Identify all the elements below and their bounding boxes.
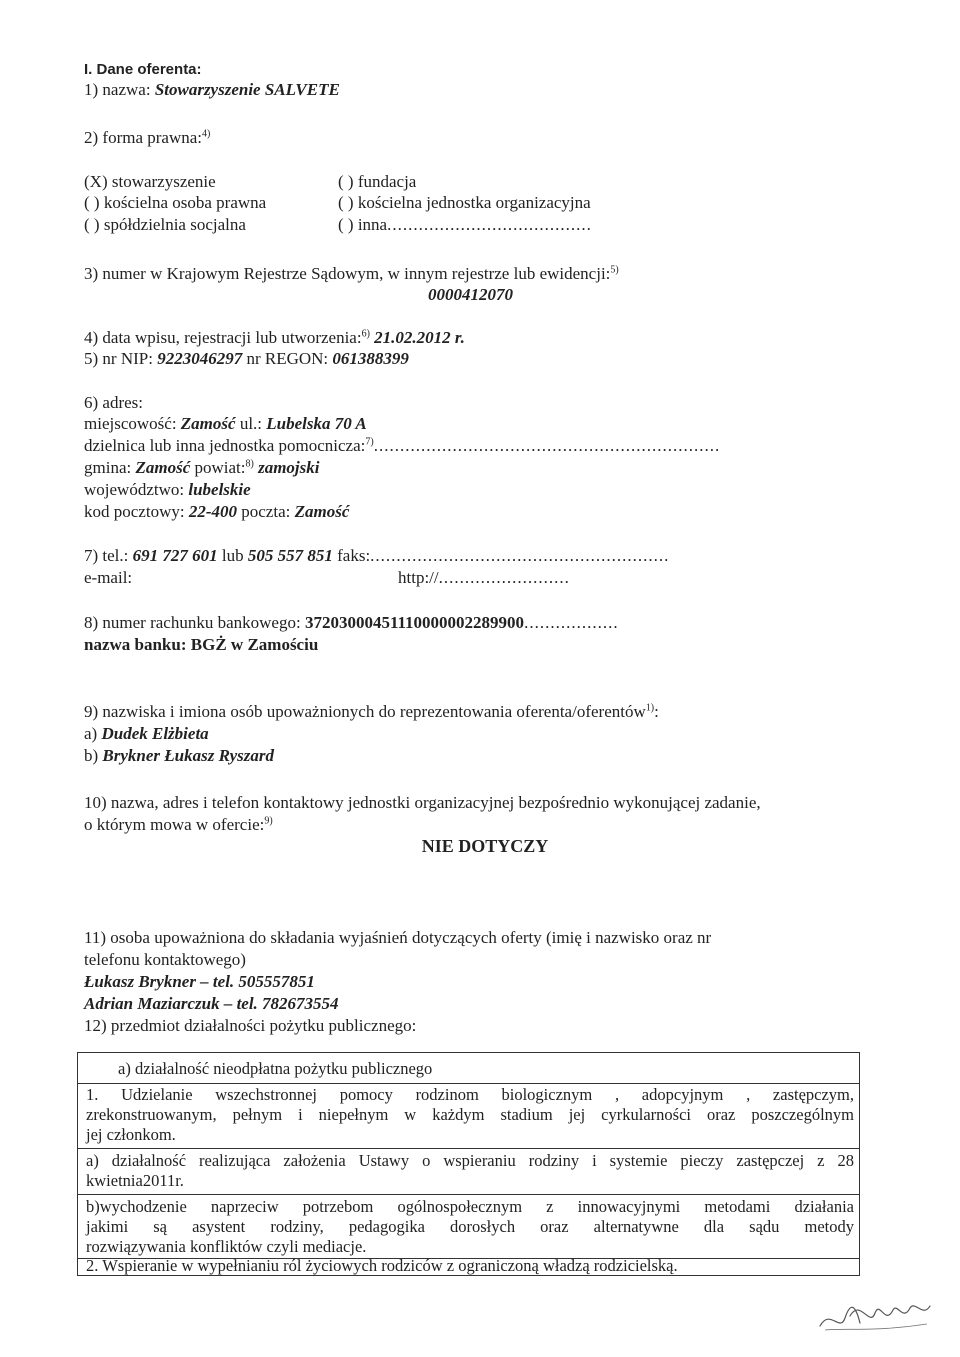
activity-line: rozwiązywania konfliktów czyli mediacje. <box>86 1237 367 1256</box>
legal-form-option: ( ) kościelna jednostka organizacyjna <box>338 193 591 212</box>
item1-label: 1) nazwa: <box>84 80 151 99</box>
legal-form-option: ( ) kościelna osoba prawna <box>84 193 267 212</box>
regon-value: 061388399 <box>332 349 409 368</box>
activity-line: kwietnia2011r. <box>86 1171 184 1190</box>
county-value: zamojski <box>258 458 320 477</box>
box-divider <box>78 1194 859 1195</box>
item3-label: 3) numer w Krajowym Rejestrze Sądowym, w innym rejestrze lub ewidencji: <box>84 264 611 283</box>
bank-name: BGŻ w Zamościu <box>190 635 319 654</box>
item4-label: 4) data wpisu, rejestracji lub utworzenia: <box>84 328 362 347</box>
nip-label: 5) nr NIP: <box>84 349 153 368</box>
account-number: 37203000451110000002289900 <box>304 613 525 632</box>
representative-b: b) Brykner Łukasz Ryszard <box>84 746 275 765</box>
org-name: Stowarzyszenie SALVETE <box>154 80 340 99</box>
street-value: Lubelska 70 A <box>266 414 367 433</box>
legal-form-option: ( ) fundacja <box>338 172 417 191</box>
item10-line1: 10) nazwa, adres i telefon kontaktowy jednostki organizacyjnej bezpośrednio wykonującej zadanie, <box>84 793 761 812</box>
item6-label: 6) adres: <box>84 393 144 412</box>
address-commune-row: gmina: Zamość powiat:$^{8)}$ zamojski <box>84 458 320 477</box>
voivodeship-value: lubelskie <box>188 480 251 499</box>
activity-line: 2. Wspieranie w wypełnianiu ról życiowych rodziców z ograniczoną władzą rodzicielską. <box>86 1256 678 1275</box>
item9-row: 9) nazwiska i imiona osób upoważnionych do reprezentowania oferenta/oferentów$^{1)}$: <box>84 702 659 721</box>
legal-form-option: (X) stowarzyszenie <box>84 172 216 191</box>
http-row: http://......................... <box>398 568 570 587</box>
contact-person: Łukasz Brykner – tel. 505557851 <box>84 972 315 991</box>
town-value: Zamość <box>180 414 236 433</box>
activity-box <box>77 1052 860 1276</box>
activity-line: a) działalność realizująca założenia Ustawy o wspieraniu rodziny i systemie pieczy zastępczej z 28 <box>86 1151 854 1170</box>
item8-bank-row: nazwa banku: BGŻ w Zamościu <box>84 635 319 654</box>
item10-line2: o którym mowa w ofercie:$^{9)}$ <box>84 815 273 834</box>
address-postcode-row: kod pocztowy: 22-400 poczta: Zamość <box>84 502 350 521</box>
item3-row: 3) numer w Krajowym Rejestrze Sądowym, w innym rejestrze lub ewidencji:$^{5)}$ <box>84 264 619 283</box>
contact-person: Adrian Maziarczuk – tel. 782673554 <box>84 994 339 1013</box>
fax-label: faks: <box>337 546 371 565</box>
commune-value: Zamość <box>135 458 191 477</box>
registration-date: 21.02.2012 r. <box>374 328 465 347</box>
item11-line2: telefonu kontaktowego) <box>84 950 246 969</box>
activity-line: zrekonstruowanym, pełnym i niepełnym w każdym stadium jej cyrkularności oraz poszczególnym <box>86 1105 854 1124</box>
activity-box-header: a) działalność nieodpłatna pożytku publicznego <box>118 1059 433 1078</box>
box-divider <box>78 1148 859 1149</box>
krs-number: 0000412070 <box>428 285 513 304</box>
item2-label: 2) forma prawna: <box>84 128 203 147</box>
item8-account-row: 8) numer rachunku bankowego: 37203000451110000002289900.................. <box>84 613 619 632</box>
legal-form-option: ( ) spółdzielnia socjalna <box>84 215 246 234</box>
item5-row <box>84 349 409 369</box>
address-voivodeship-row: województwo: lubelskie <box>84 480 251 499</box>
item1-row <box>84 80 340 100</box>
item11-line1: 11) osoba upoważniona do składania wyjaśnień dotyczących oferty (imię i nazwisko oraz nr <box>84 928 712 947</box>
address-district-row: dzielnica lub inna jednostka pomocnicza:$^{7)}$.................................................................. <box>84 436 721 455</box>
activity-line: jej członkom. <box>86 1125 176 1144</box>
item12-label: 12) przedmiot działalności pożytku publicznego: <box>84 1016 417 1035</box>
handwritten-signature-icon <box>815 1288 935 1338</box>
post-value: Zamość <box>294 502 350 521</box>
item2-sup: 4) <box>202 128 211 140</box>
phone-1: 691 727 601 <box>132 546 218 565</box>
activity-line: jakimi są asystent rodziny, pedagogika dorosłych oraz alternatywne dla sądu metody <box>86 1217 854 1236</box>
legal-form-option-other: ( ) inna....................................... <box>338 215 592 234</box>
item7-phone-row: 7) tel.: 691 727 601 lub 505 557 851 faks:......................................................... <box>84 546 670 565</box>
activity-line: b)wychodzenie naprzeciw potrzebom ogólnospołecznym z innowacyjnymi metodami działania <box>86 1197 854 1216</box>
regon-label: nr REGON: <box>246 349 329 368</box>
activity-line: 1. Udzielanie wszechstronnej pomocy rodzinom biologicznym , adopcyjnym , zastępczym, <box>86 1085 854 1104</box>
phone-2: 505 557 851 <box>247 546 333 565</box>
item2-row <box>84 128 210 148</box>
box-divider <box>78 1083 859 1084</box>
item10-value: NIE DOTYCZY <box>421 836 549 856</box>
address-town-row: miejscowość: Zamość ul.: Lubelska 70 A <box>84 414 367 433</box>
postcode-value: 22-400 <box>188 502 237 521</box>
item4-row: 4) data wpisu, rejestracji lub utworzenia:$^{6)}$ 21.02.2012 r. <box>84 328 465 347</box>
email-label: e-mail: <box>84 568 133 587</box>
representative-a: a) Dudek Elżbieta <box>84 724 209 743</box>
nip-value: 9223046297 <box>157 349 243 368</box>
section-title: I. Dane oferenta: <box>84 61 202 78</box>
